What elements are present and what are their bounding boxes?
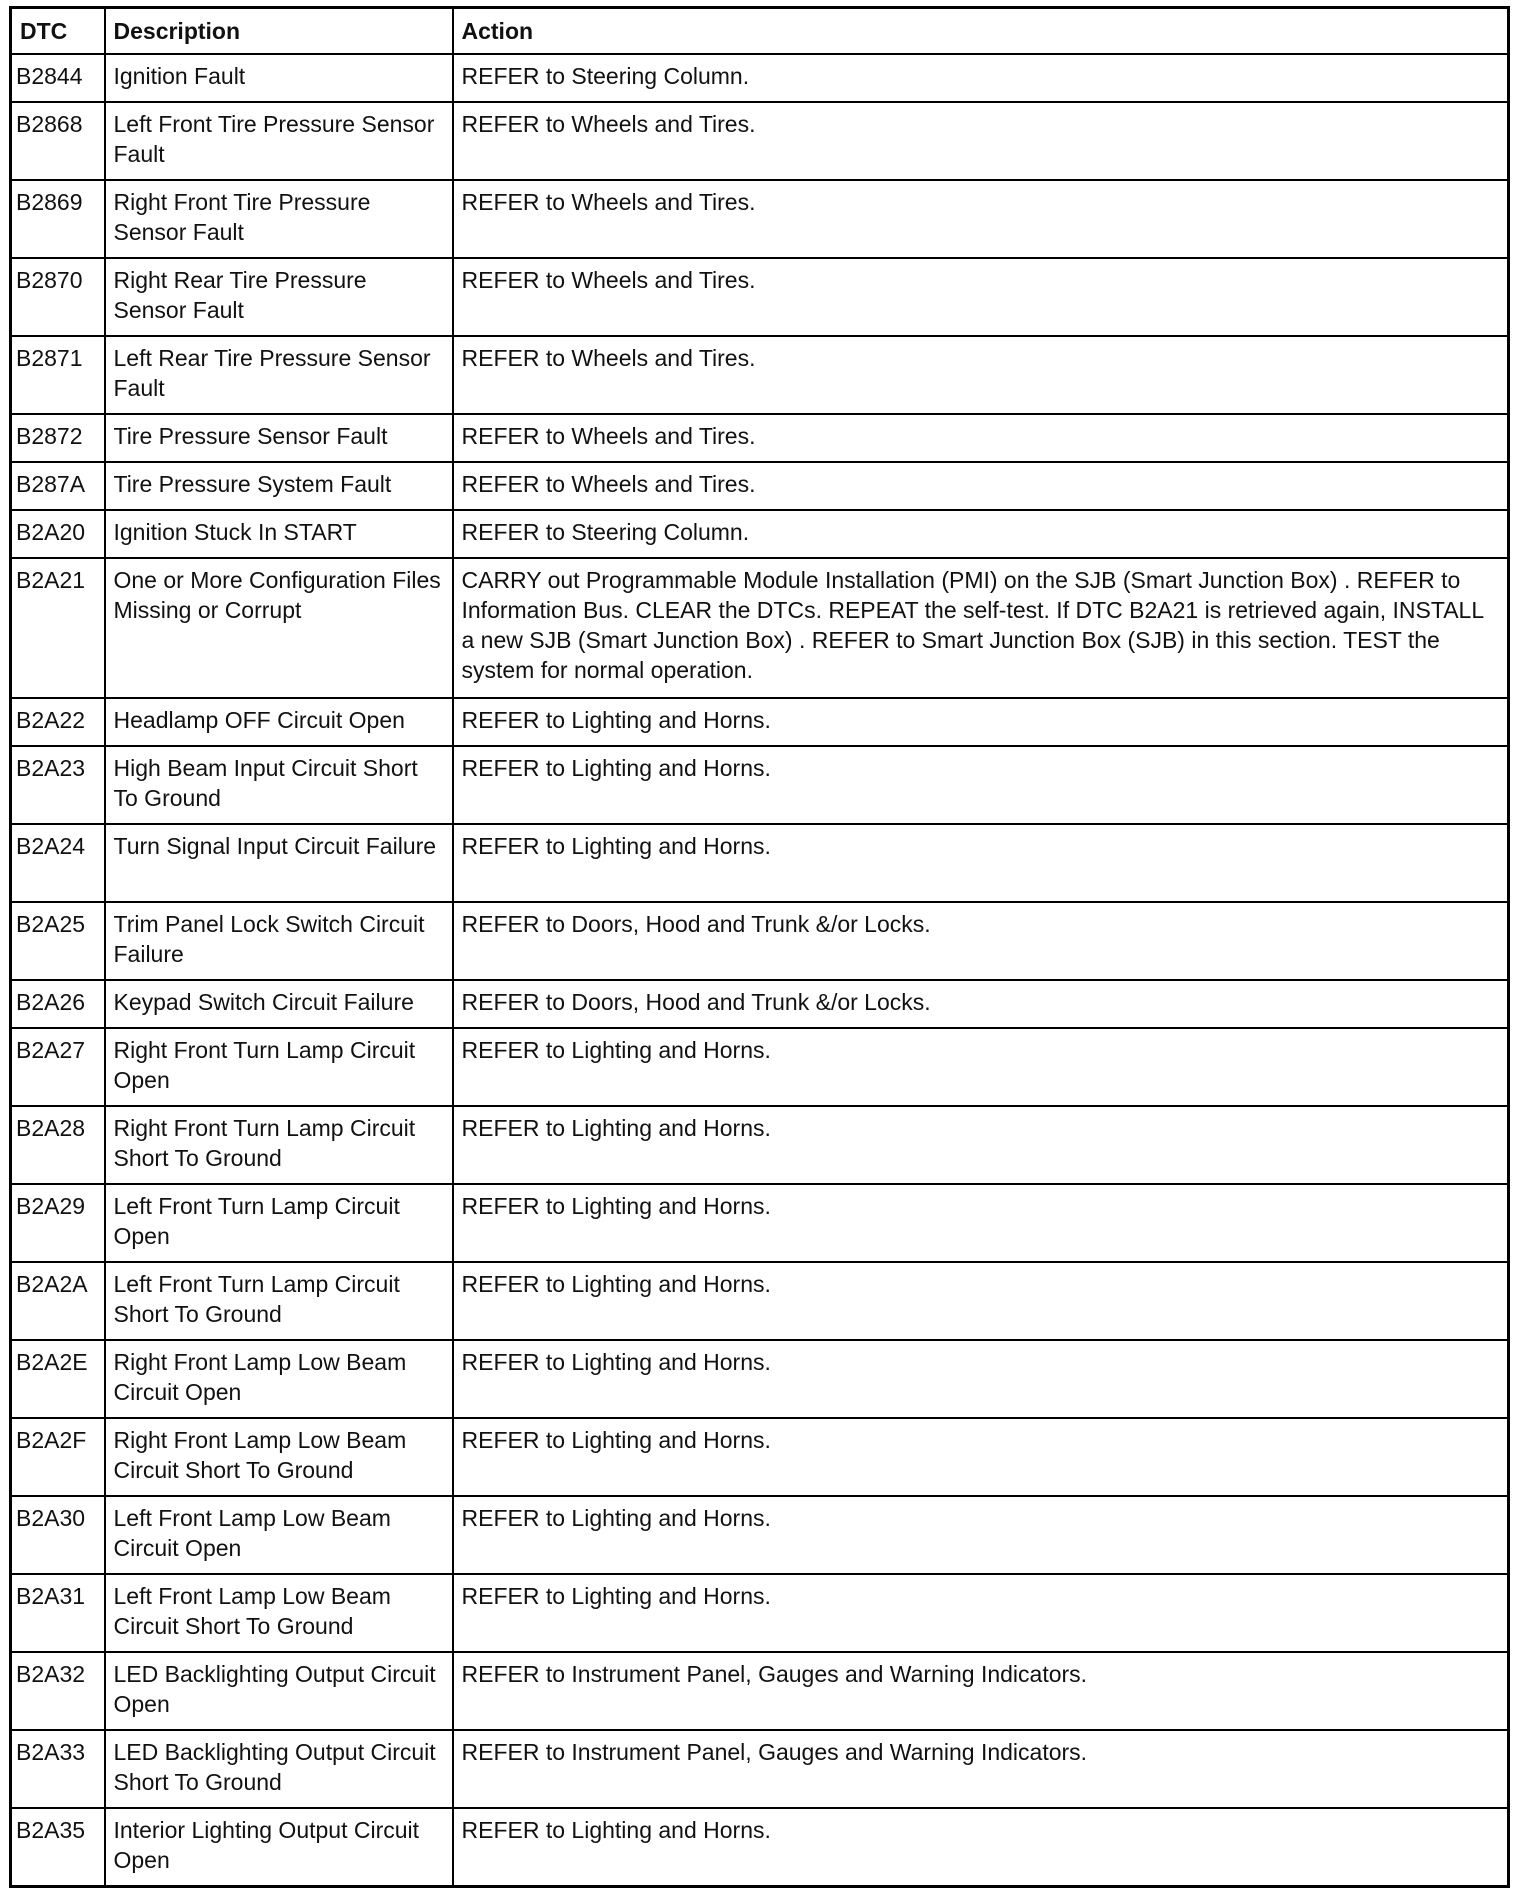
- dtc-cell: B2A22: [11, 698, 105, 746]
- dtc-cell: B2A20: [11, 510, 105, 558]
- description-cell: Headlamp OFF Circuit Open: [105, 698, 453, 746]
- header-dtc: DTC: [11, 8, 105, 55]
- dtc-cell: B2A24: [11, 824, 105, 902]
- dtc-cell: B2872: [11, 414, 105, 462]
- action-cell: REFER to Lighting and Horns.: [453, 1808, 1509, 1887]
- dtc-cell: B2A35: [11, 1808, 105, 1887]
- table-row: [11, 980, 1509, 1028]
- description-cell: Left Front Turn Lamp Circuit Short To Ground: [105, 1262, 453, 1340]
- dtc-cell: B2A27: [11, 1028, 105, 1106]
- description-cell: Tire Pressure System Fault: [105, 462, 453, 510]
- action-cell: REFER to Wheels and Tires.: [453, 258, 1509, 336]
- description-cell: LED Backlighting Output Circuit Short To Ground: [105, 1730, 453, 1808]
- table-row: [11, 1028, 1509, 1106]
- table-row: [11, 510, 1509, 558]
- action-cell: REFER to Lighting and Horns.: [453, 824, 1509, 902]
- action-cell: REFER to Lighting and Horns.: [453, 1574, 1509, 1652]
- action-cell: REFER to Instrument Panel, Gauges and Warning Indicators.: [453, 1652, 1509, 1730]
- table-row: [11, 1340, 1509, 1418]
- description-cell: High Beam Input Circuit Short To Ground: [105, 746, 453, 824]
- table-row: [11, 462, 1509, 510]
- table-row: [11, 1418, 1509, 1496]
- dtc-cell: B2844: [11, 54, 105, 102]
- dtc-cell: B2A33: [11, 1730, 105, 1808]
- dtc-cell: B2A2E: [11, 1340, 105, 1418]
- dtc-cell: B2A28: [11, 1106, 105, 1184]
- description-cell: Ignition Stuck In START: [105, 510, 453, 558]
- action-cell: REFER to Wheels and Tires.: [453, 336, 1509, 414]
- table-row: [11, 1652, 1509, 1730]
- description-cell: Turn Signal Input Circuit Failure: [105, 824, 453, 902]
- action-cell: REFER to Lighting and Horns.: [453, 746, 1509, 824]
- action-cell: REFER to Steering Column.: [453, 510, 1509, 558]
- dtc-cell: B2A26: [11, 980, 105, 1028]
- description-cell: Right Front Lamp Low Beam Circuit Short To Ground: [105, 1418, 453, 1496]
- description-cell: Right Front Turn Lamp Circuit Open: [105, 1028, 453, 1106]
- dtc-cell: B2A2A: [11, 1262, 105, 1340]
- table-row: [11, 1262, 1509, 1340]
- action-cell: REFER to Lighting and Horns.: [453, 1106, 1509, 1184]
- action-cell: REFER to Wheels and Tires.: [453, 414, 1509, 462]
- header-action: Action: [453, 8, 1509, 55]
- action-cell: REFER to Lighting and Horns.: [453, 698, 1509, 746]
- dtc-cell: B2A29: [11, 1184, 105, 1262]
- action-cell: REFER to Wheels and Tires.: [453, 462, 1509, 510]
- description-cell: Right Front Lamp Low Beam Circuit Open: [105, 1340, 453, 1418]
- action-cell: REFER to Lighting and Horns.: [453, 1418, 1509, 1496]
- description-cell: Left Front Lamp Low Beam Circuit Short To Ground: [105, 1574, 453, 1652]
- action-cell: REFER to Lighting and Horns.: [453, 1028, 1509, 1106]
- table-row: [11, 1184, 1509, 1262]
- description-cell: Tire Pressure Sensor Fault: [105, 414, 453, 462]
- table-row: [11, 102, 1509, 180]
- dtc-cell: B2870: [11, 258, 105, 336]
- dtc-cell: B2A2F: [11, 1418, 105, 1496]
- description-cell: Right Front Tire Pressure Sensor Fault: [105, 180, 453, 258]
- dtc-cell: B2A25: [11, 902, 105, 980]
- description-cell: Keypad Switch Circuit Failure: [105, 980, 453, 1028]
- description-cell: Interior Lighting Output Circuit Open: [105, 1808, 453, 1887]
- dtc-table-container: [9, 6, 1510, 1888]
- table-row: [11, 746, 1509, 824]
- description-cell: Left Rear Tire Pressure Sensor Fault: [105, 336, 453, 414]
- table-row: [11, 336, 1509, 414]
- dtc-cell: B2A30: [11, 1496, 105, 1574]
- dtc-cell: B2A23: [11, 746, 105, 824]
- action-cell: REFER to Doors, Hood and Trunk &/or Locks.: [453, 902, 1509, 980]
- table-row: [11, 824, 1509, 902]
- table-row: [11, 180, 1509, 258]
- description-cell: Left Front Turn Lamp Circuit Open: [105, 1184, 453, 1262]
- dtc-cell: B2A31: [11, 1574, 105, 1652]
- dtc-cell: B2A21: [11, 558, 105, 698]
- dtc-cell: B2871: [11, 336, 105, 414]
- header-description: Description: [105, 8, 453, 55]
- dtc-table: [9, 6, 1510, 1888]
- action-cell: REFER to Steering Column.: [453, 54, 1509, 102]
- table-row: [11, 54, 1509, 102]
- action-cell: REFER to Wheels and Tires.: [453, 102, 1509, 180]
- action-cell: REFER to Doors, Hood and Trunk &/or Locks.: [453, 980, 1509, 1028]
- description-cell: Left Front Tire Pressure Sensor Fault: [105, 102, 453, 180]
- table-row: [11, 1496, 1509, 1574]
- table-row: [11, 698, 1509, 746]
- description-cell: Right Front Turn Lamp Circuit Short To Ground: [105, 1106, 453, 1184]
- dtc-cell: B287A: [11, 462, 105, 510]
- description-cell: Right Rear Tire Pressure Sensor Fault: [105, 258, 453, 336]
- action-cell: REFER to Lighting and Horns.: [453, 1262, 1509, 1340]
- table-row: [11, 1574, 1509, 1652]
- action-cell: REFER to Lighting and Horns.: [453, 1184, 1509, 1262]
- action-cell: REFER to Wheels and Tires.: [453, 180, 1509, 258]
- action-cell: REFER to Lighting and Horns.: [453, 1340, 1509, 1418]
- dtc-cell: B2A32: [11, 1652, 105, 1730]
- table-row: [11, 1808, 1509, 1887]
- table-row: [11, 902, 1509, 980]
- table-row: [11, 1730, 1509, 1808]
- table-row: [11, 558, 1509, 698]
- dtc-cell: B2869: [11, 180, 105, 258]
- description-cell: Left Front Lamp Low Beam Circuit Open: [105, 1496, 453, 1574]
- description-cell: LED Backlighting Output Circuit Open: [105, 1652, 453, 1730]
- dtc-cell: B2868: [11, 102, 105, 180]
- table-row: [11, 258, 1509, 336]
- description-cell: Trim Panel Lock Switch Circuit Failure: [105, 902, 453, 980]
- table-row: [11, 414, 1509, 462]
- description-cell: Ignition Fault: [105, 54, 453, 102]
- action-cell: REFER to Lighting and Horns.: [453, 1496, 1509, 1574]
- action-cell: REFER to Instrument Panel, Gauges and Warning Indicators.: [453, 1730, 1509, 1808]
- table-header-row: [11, 8, 1509, 55]
- action-cell: CARRY out Programmable Module Installation (PMI) on the SJB (Smart Junction Box) . REFER to Information Bus. CLEAR the DTCs. REPEAT the self-test. If DTC B2A21 is retrieved again, INSTALL a new SJB (Smart Junction Box) . REFER to Smart Junction Box (SJB) in this section. TEST the system for normal operation.: [453, 558, 1509, 698]
- table-row: [11, 1106, 1509, 1184]
- description-cell: One or More Configuration Files Missing or Corrupt: [105, 558, 453, 698]
